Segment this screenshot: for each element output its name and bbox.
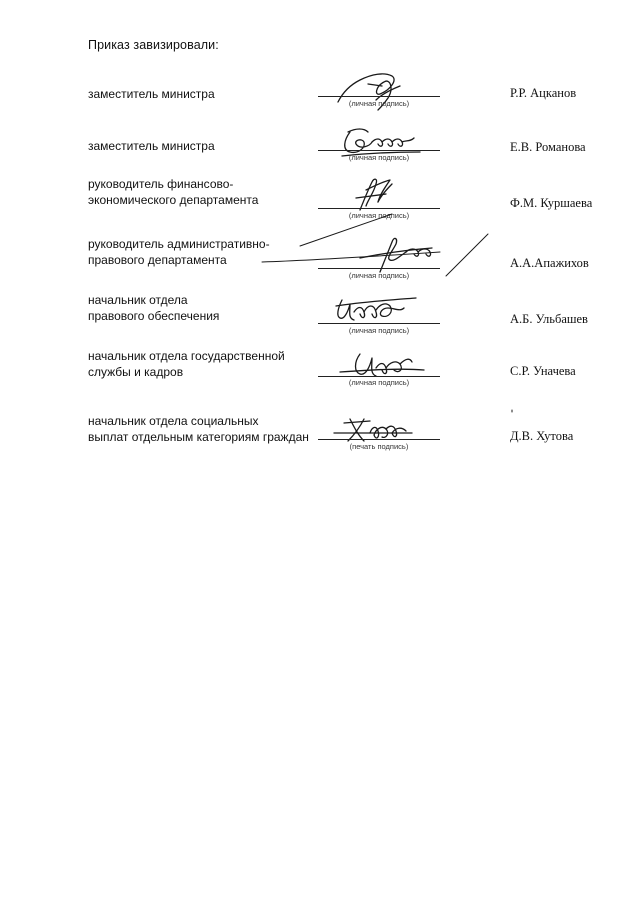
signatory-name: А.А.Апажихов (510, 256, 589, 270)
approval-row (0, 413, 640, 485)
signature-line (318, 150, 440, 151)
signature-line (318, 376, 440, 377)
signature-caption: (печать подпись) (349, 442, 409, 451)
signature-line (318, 208, 440, 209)
position-title: руководитель финансово- экономического департамента (88, 177, 259, 207)
position-title: начальник отдела правового обеспечения (88, 293, 220, 323)
signature-line (318, 96, 440, 97)
signatory-name: Р.Р. Ацканов (510, 86, 577, 100)
position-title: начальник отдела социальных выплат отдельным категориям граждан (88, 414, 309, 444)
signature-line (318, 268, 440, 269)
signature-caption: (личная подпись) (348, 378, 410, 387)
position-title: руководитель административно- правового департамента (88, 237, 270, 267)
signature-caption: (личная подпись) (348, 211, 410, 220)
signature-caption: (личная подпись) (348, 153, 410, 162)
signatory-name: Е.В. Романова (510, 140, 586, 154)
signatory-name: Ф.М. Куршаева (510, 196, 593, 210)
signature-caption: (личная подпись) (348, 99, 410, 108)
handwritten-signature (320, 222, 440, 274)
signature-line (318, 439, 440, 440)
handwritten-signature (320, 64, 440, 116)
position-title: заместитель министра (88, 87, 215, 101)
approval-heading: Приказ завизировали: (88, 38, 219, 52)
signatory-name: А.Б. Ульбашев (510, 312, 588, 326)
position-title: заместитель министра (88, 139, 215, 153)
position-title: начальник отдела государственной службы и кадров (88, 349, 285, 379)
handwritten-signature (320, 160, 440, 212)
signatory-name: С.Р. Уначева (510, 364, 576, 378)
signature-caption: (личная подпись) (348, 271, 410, 280)
signature-caption: (личная подпись) (348, 326, 410, 335)
signatory-name: Д.В. Хутова (510, 429, 574, 443)
signature-line (318, 323, 440, 324)
